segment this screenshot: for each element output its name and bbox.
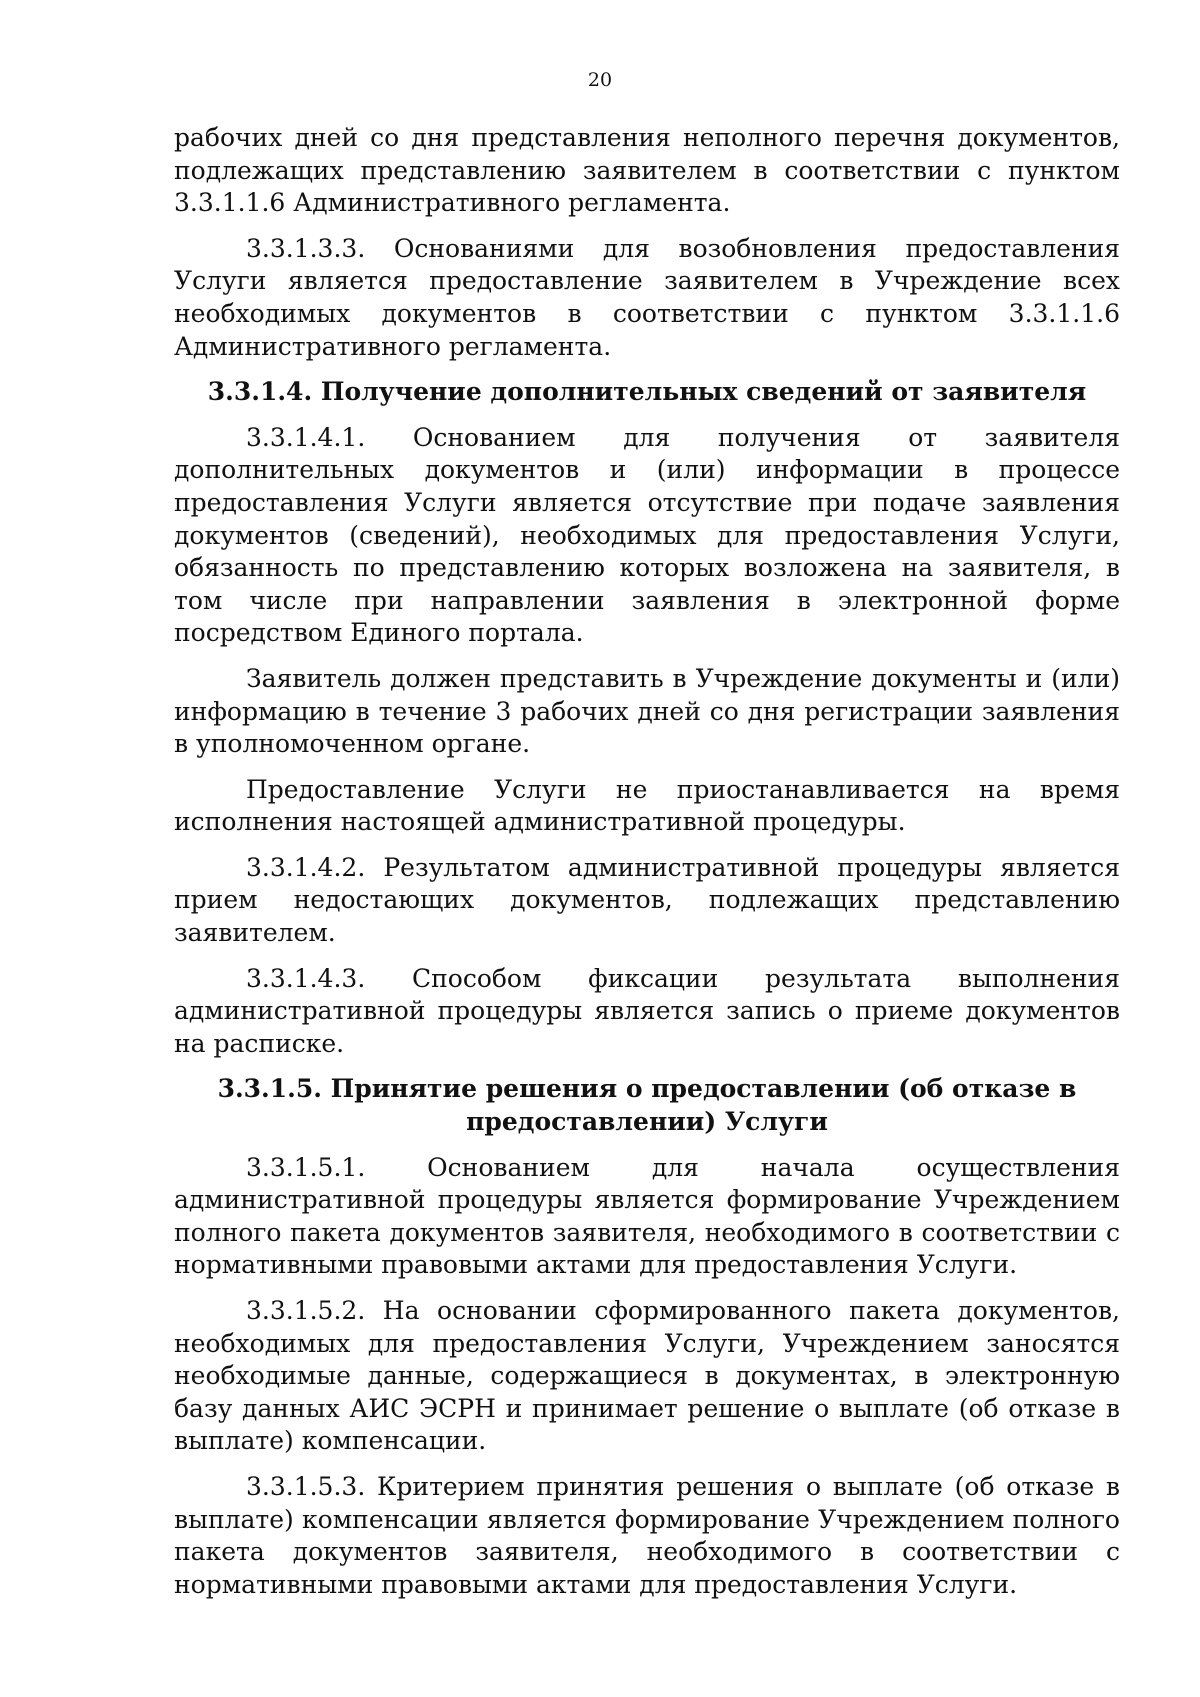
section-heading-3-3-1-5 [174, 1073, 1120, 1138]
section-heading-3-3-1-4: 3.3.1.4. Получение дополнительных сведений от заявителя [207, 377, 1087, 407]
section-heading-line-2: предоставлении) Услуги [466, 1107, 828, 1137]
paragraph-3-3-1-4-1: 3.3.1.4.1. Основанием для получения от заявителя дополнительных документов и (или) информации в процессе предоставления Услуги является отсутствие при подаче заявления документов (сведений), необходимых для предоставления Услуги, обязанность по представлению которых возложена на заявителя, в том числе при направлении заявления в электронной форме посредством Единого портала. [174, 422, 1120, 648]
paragraph-continuation: рабочих дней со дня представления неполного перечня документов, подлежащих представлению заявителем в соответствии с пунктом 3.3.1.1.6 Административного регламента. [174, 123, 1120, 218]
paragraph-applicant-deadline: Заявитель должен представить в Учреждение документы и (или) информацию в течение 3 рабочих дней со дня регистрации заявления в уполномоченном органе. [174, 663, 1120, 759]
paragraph-3-3-1-5-2: 3.3.1.5.2. На основании сформированного пакета документов, необходимых для предоставления Услуги, Учреждением заносятся необходимые данные, содержащиеся в документах, в электронную базу данных АИС ЭСРН и принимает решение о выплате (об отказе в выплате) компенсации. [174, 1296, 1120, 1456]
paragraph-3-3-1-4-3: 3.3.1.4.3. Способом фиксации результата выполнения административной процедуры является запись о приеме документов на расписке. [174, 963, 1120, 1058]
paragraph-not-suspended: Предоставление Услуги не приостанавливается на время исполнения настоящей административной процедуры. [174, 774, 1120, 837]
paragraph-3-3-1-3-3: 3.3.1.3.3. Основаниями для возобновления предоставления Услуги является предоставление заявителем в Учреждение всех необходимых документов в соответствии с пунктом 3.3.1.1.6 Административного регламента. [174, 233, 1120, 361]
paragraph-3-3-1-5-1: 3.3.1.5.1. Основанием для начала осуществления административной процедуры является формирование Учреждением полного пакета документов заявителя, необходимого в соответствии с нормативными правовыми актами для предоставления Услуги. [174, 1152, 1120, 1280]
paragraph-3-3-1-4-2: 3.3.1.4.2. Результатом административной процедуры является прием недостающих документов, подлежащих представлению заявителем. [174, 852, 1120, 948]
section-heading-line-1: 3.3.1.5. Принятие решения о предоставлении (об отказе в [217, 1074, 1077, 1104]
page-number: 20 [587, 69, 613, 91]
paragraph-3-3-1-5-3: 3.3.1.5.3. Критерием принятия решения о выплате (об отказе в выплате) компенсации является формирование Учреждением полного пакета документов заявителя, необходимого в соответствии с нормативными правовыми актами для предоставления Услуги. [174, 1471, 1120, 1599]
document-body [174, 122, 1120, 1601]
